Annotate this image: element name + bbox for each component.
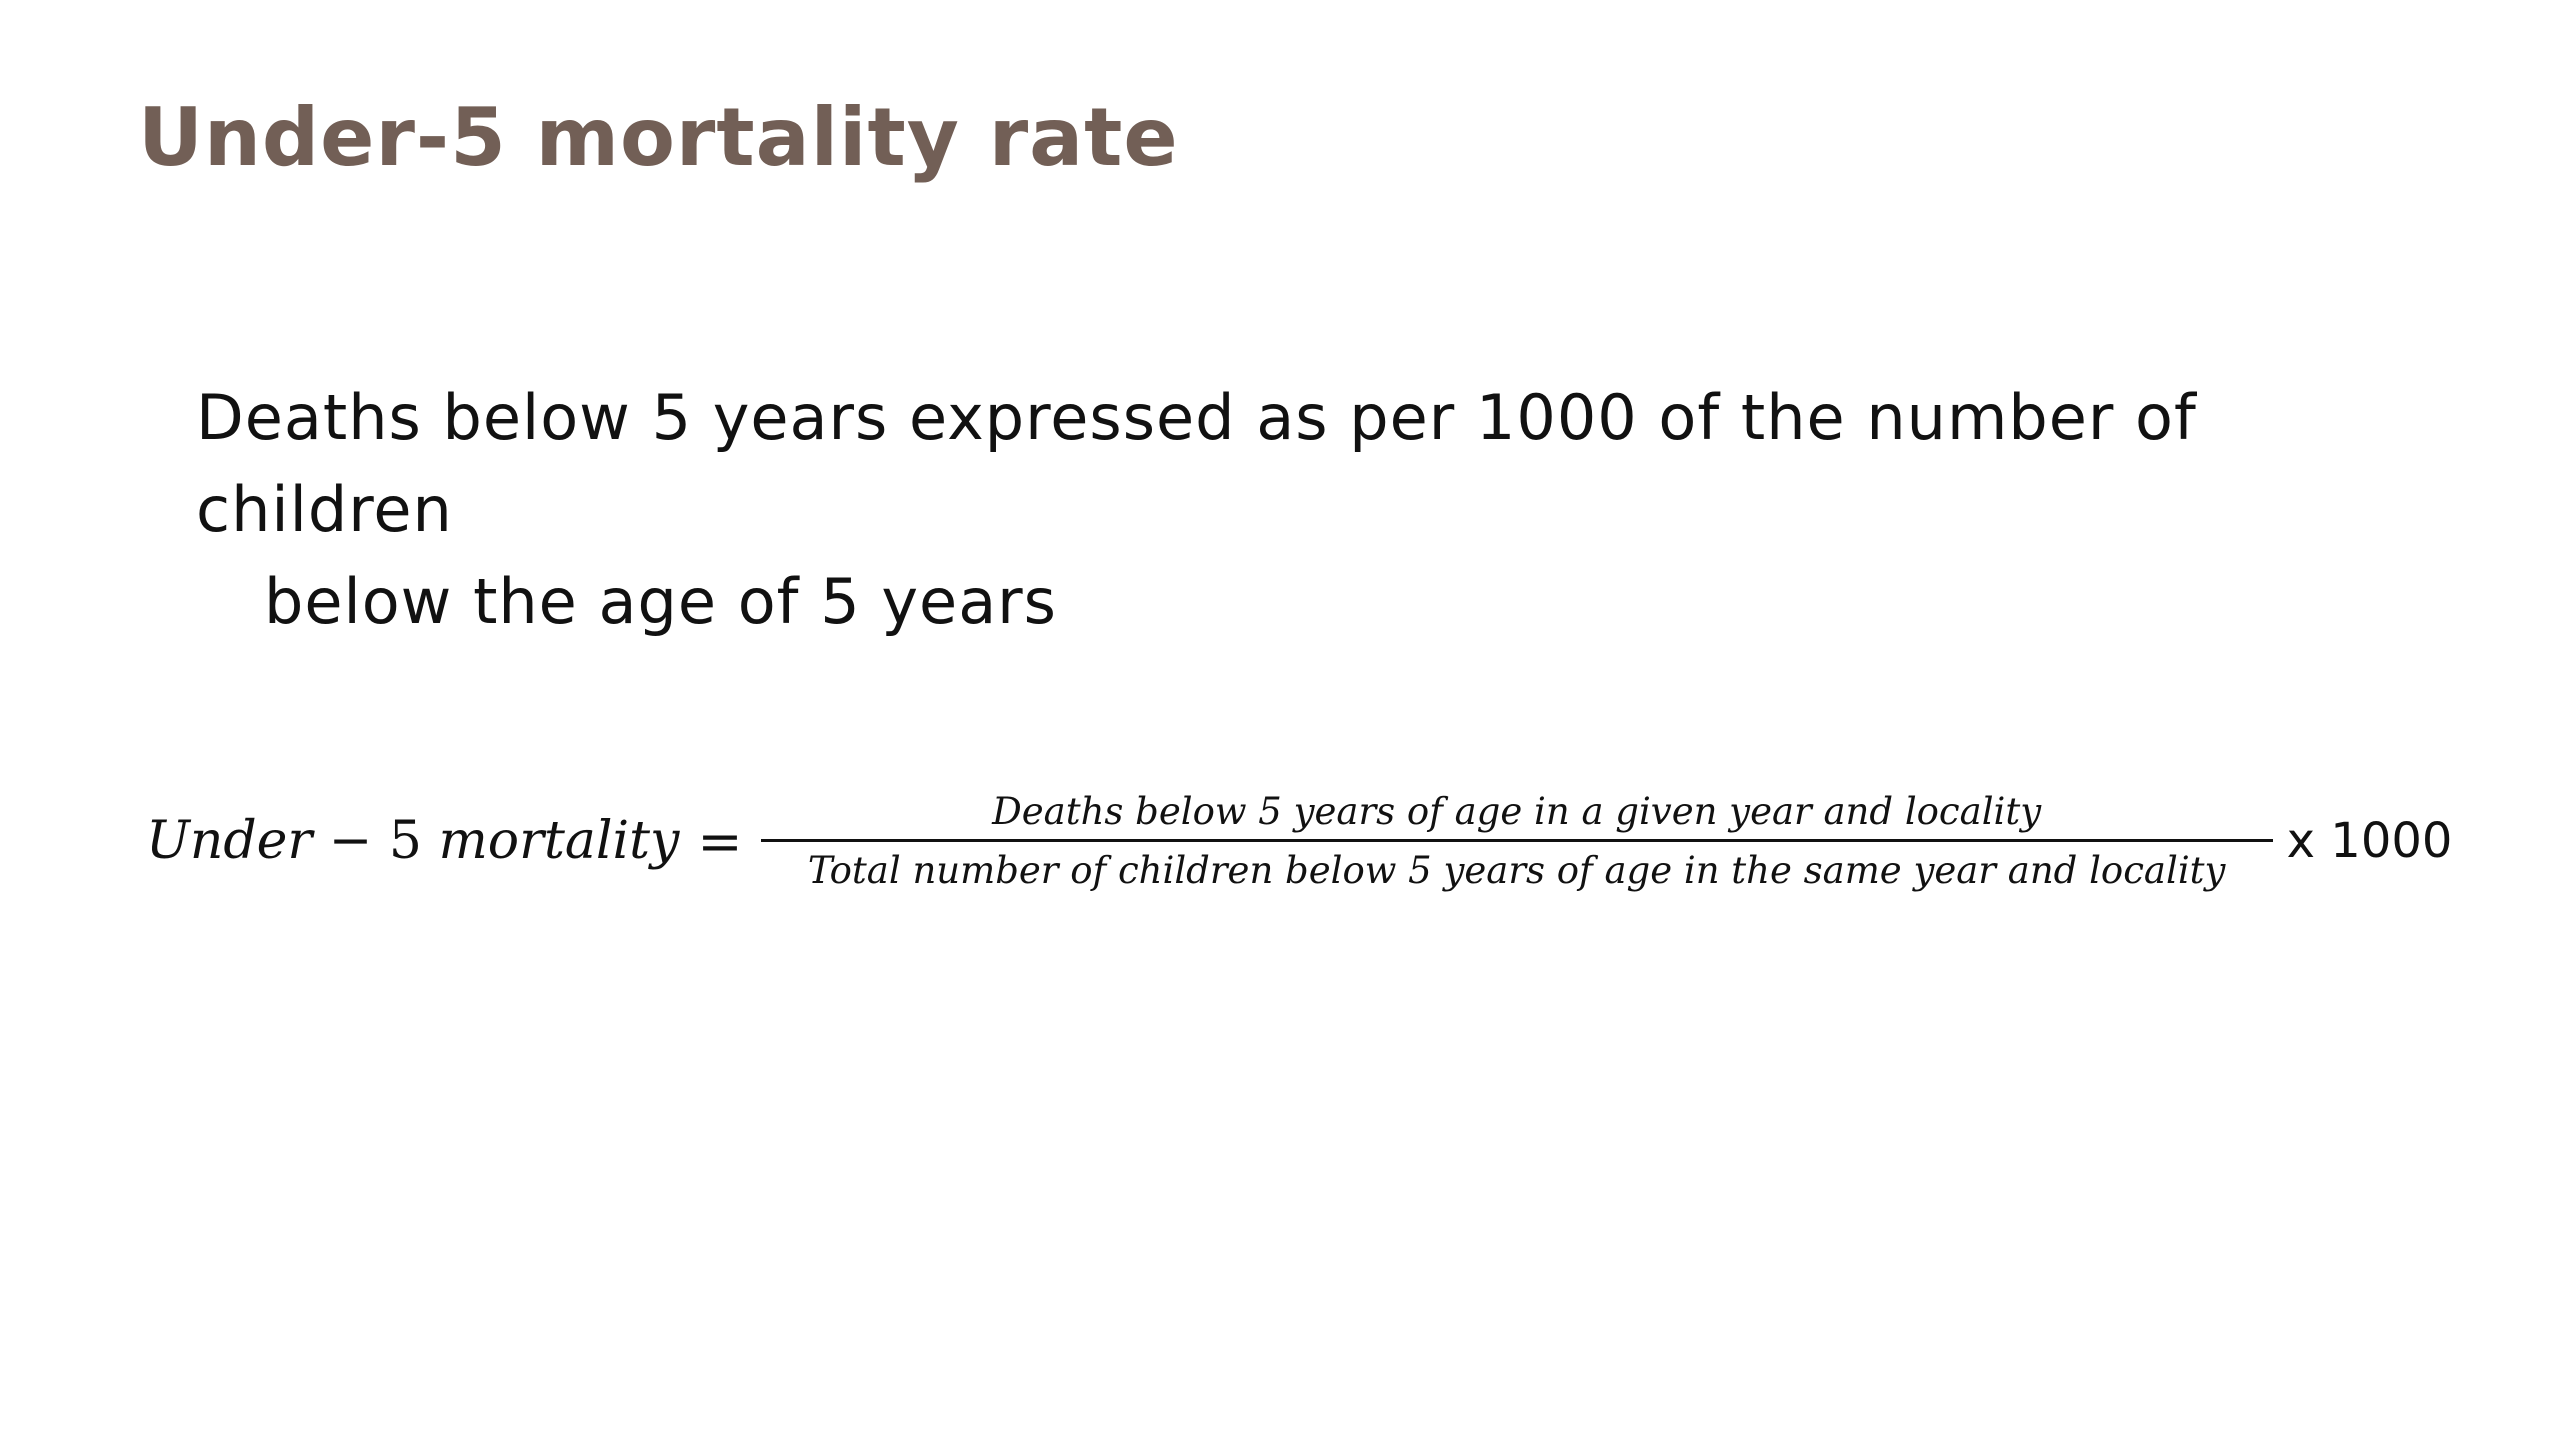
fraction-bar (761, 839, 2273, 842)
formula-lhs-under: Under (146, 811, 313, 871)
formula-fraction (761, 787, 2273, 896)
formula-multiplier: x 1000 (2286, 813, 2453, 869)
formula-lhs (146, 811, 679, 871)
formula-equals-sign: = (697, 809, 743, 873)
formula-denominator: Total number of children below 5 years of age in the same year and locality (807, 848, 2226, 892)
slide-title: Under-5 mortality rate (138, 91, 1179, 184)
definition-text (196, 372, 2436, 648)
formula-numerator: Deaths below 5 years of age in a given year and locality (992, 789, 2042, 833)
mortality-formula (146, 786, 2452, 896)
formula-lhs-minus-five: − 5 (312, 811, 439, 871)
definition-line-1: Deaths below 5 years expressed as per 1000 of the number of children (196, 381, 2197, 546)
formula-lhs-mortality: mortality (438, 811, 680, 871)
definition-line-2: below the age of 5 years (264, 565, 1057, 638)
